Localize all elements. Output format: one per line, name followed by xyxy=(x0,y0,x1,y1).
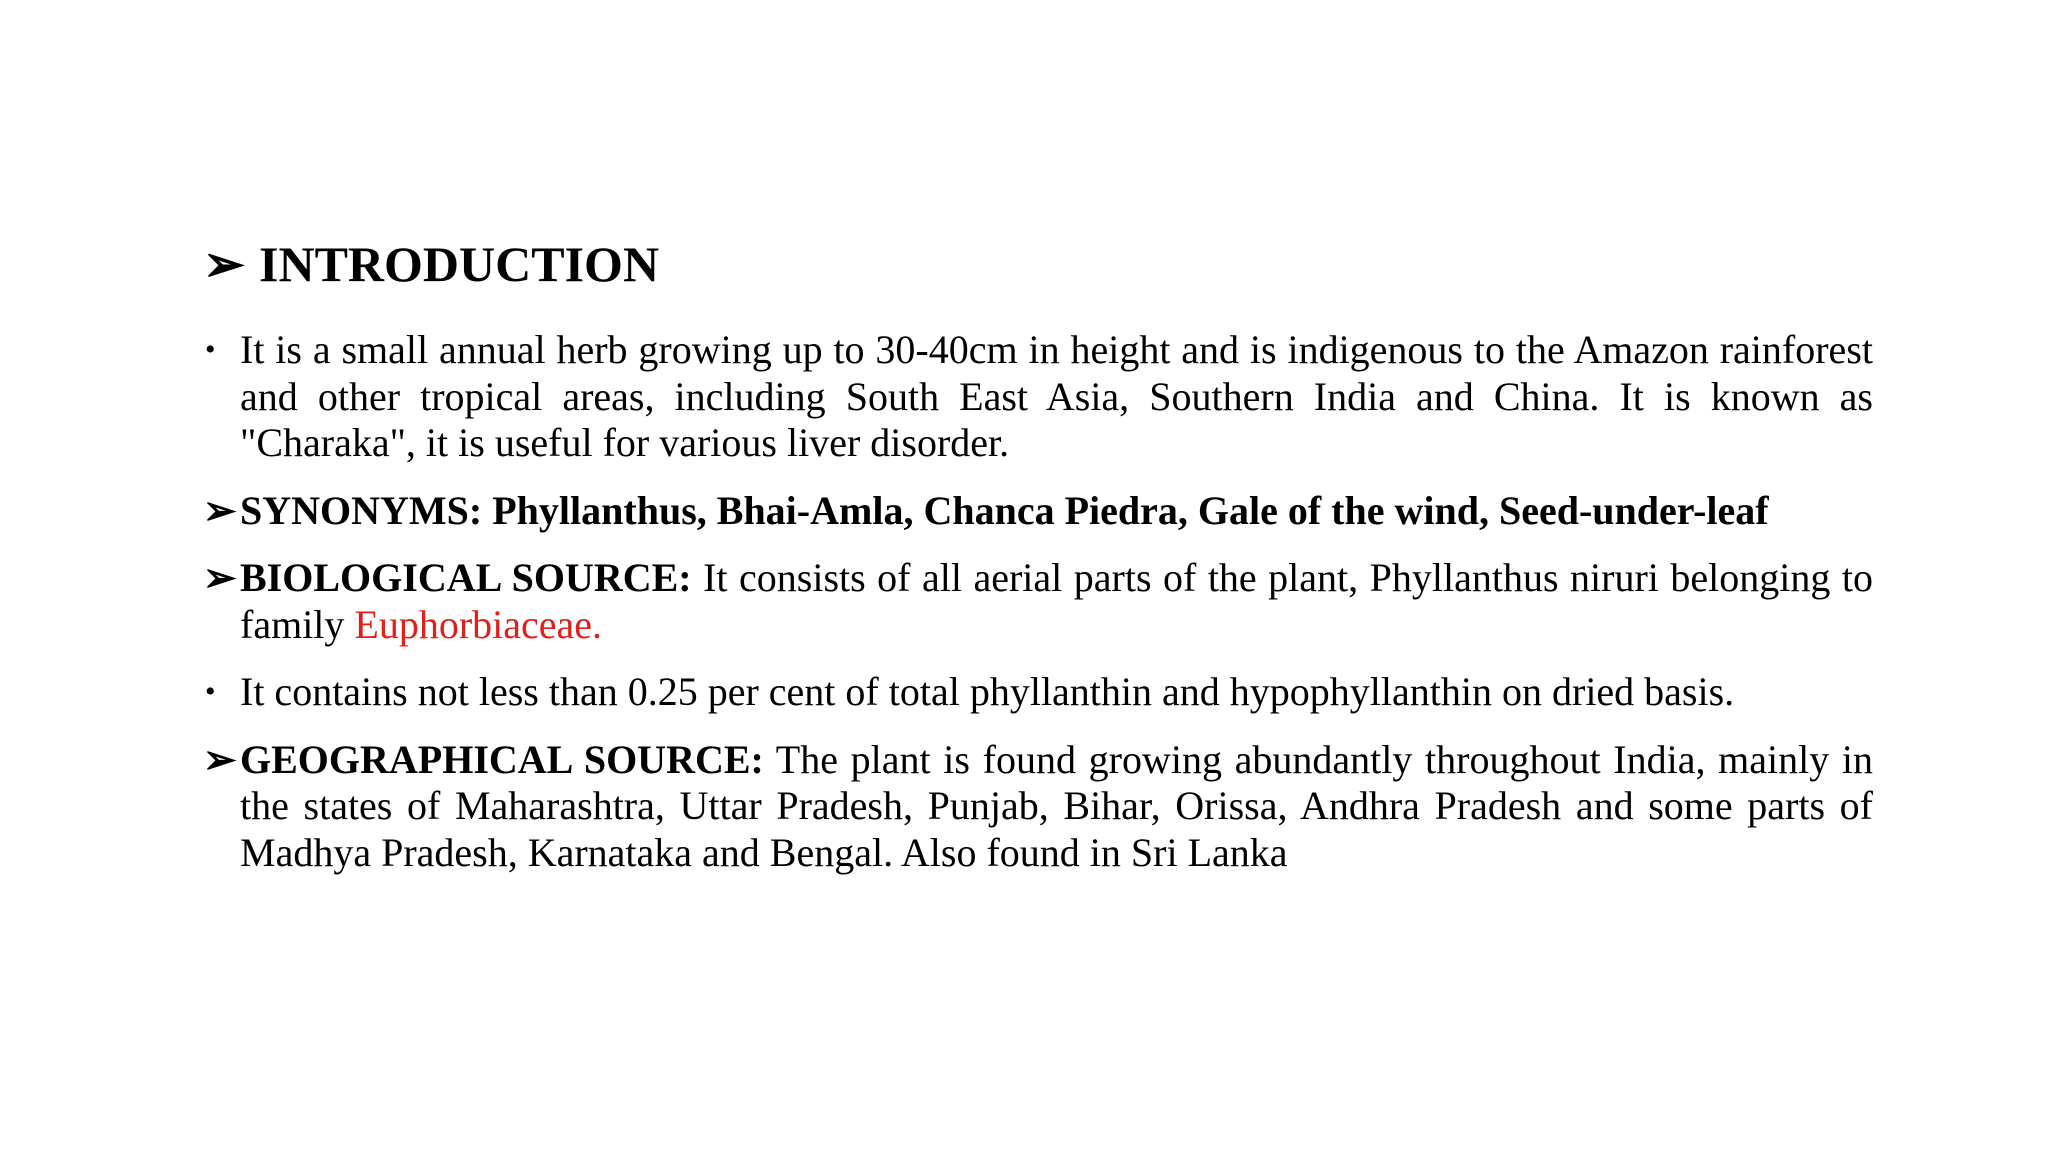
bullet-icon: • xyxy=(205,333,216,366)
biological-source-label: BIOLOGICAL SOURCE: xyxy=(240,555,692,600)
family-name: Euphorbiaceae. xyxy=(354,601,603,647)
arrow-bullet-icon: ➢ xyxy=(203,236,245,292)
biological-source-text: It consists of all aerial parts of the plant, Phyllanthus niruri belonging to family xyxy=(240,555,1873,647)
arrow-bullet-icon: ➢ xyxy=(203,487,237,533)
synonyms-text: SYNONYMS: Phyllanthus, Bhai-Amla, Chanca Piedra, Gale of the wind, Seed-under-leaf xyxy=(240,487,1769,533)
bullet-icon: • xyxy=(205,675,216,708)
intro-text: It is a small annual herb growing up to 30-40cm in height and is indigenous to the Amazon rainforest and other tropical areas, including South East Asia, Southern India and China. It is known as "Charaka", it is useful for various liver disorder. xyxy=(240,327,1873,465)
arrow-bullet-icon: ➢ xyxy=(203,736,237,782)
geographical-source-item xyxy=(203,737,1873,877)
synonyms-item xyxy=(203,488,1873,535)
geographical-source-text: The plant is found growing abundantly throughout India, mainly in the states of Maharashtra, Uttar Pradesh, Punjab, Bihar, Orissa, Andhra Pradesh and some parts of Madhya Pradesh, Karnataka and Bengal. Also found in Sri Lanka xyxy=(240,736,1873,875)
section-heading xyxy=(203,233,659,295)
arrow-bullet-icon: ➢ xyxy=(203,555,237,600)
content-text: It contains not less than 0.25 per cent of total phyllanthin and hypophyllanthin on dried basis. xyxy=(240,669,1735,714)
heading-text: INTRODUCTION xyxy=(259,236,660,292)
biological-source-item xyxy=(203,555,1873,648)
content-item xyxy=(203,669,1873,716)
geographical-source-label: GEOGRAPHICAL SOURCE: xyxy=(240,736,764,782)
intro-item xyxy=(203,327,1873,467)
content-list xyxy=(203,327,1873,897)
